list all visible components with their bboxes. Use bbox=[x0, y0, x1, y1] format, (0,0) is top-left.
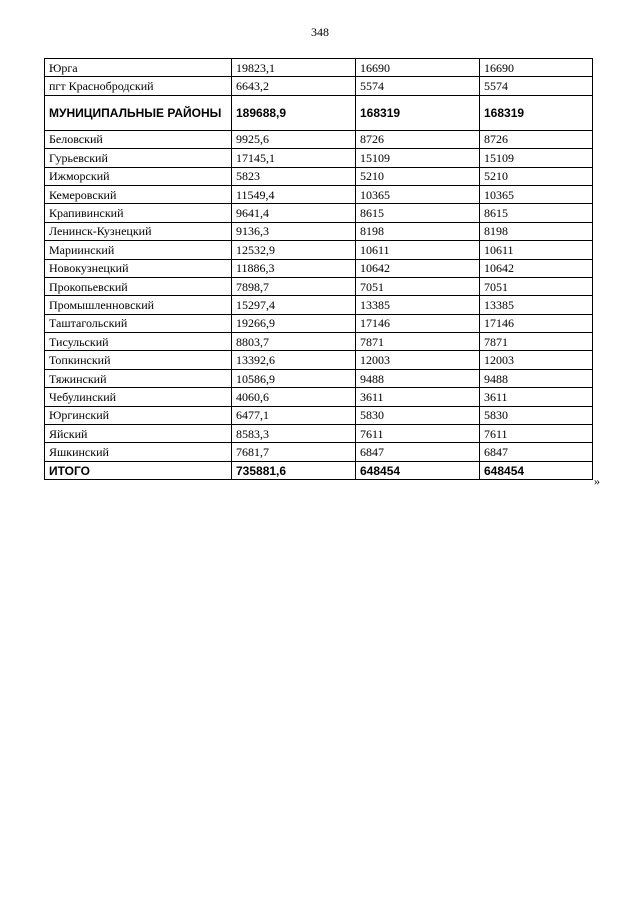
value-cell-2: 13385 bbox=[356, 296, 480, 314]
value-cell-1: 8583,3 bbox=[232, 425, 356, 443]
closing-quote: » bbox=[594, 474, 600, 488]
value-cell-1: 8803,7 bbox=[232, 333, 356, 351]
value-cell-3: 17146 bbox=[480, 314, 593, 332]
value-cell-1: 4060,6 bbox=[232, 388, 356, 406]
table-row bbox=[45, 314, 593, 332]
table-row bbox=[45, 241, 593, 259]
value-cell-3: 16690 bbox=[480, 59, 593, 77]
row-name-cell: Кемеровский bbox=[45, 185, 232, 203]
row-name-cell: Яшкинский bbox=[45, 443, 232, 461]
value-cell-2: 8198 bbox=[356, 222, 480, 240]
value-cell-3: 15109 bbox=[480, 149, 593, 167]
row-name-cell: Новокузнецкий bbox=[45, 259, 232, 277]
value-cell-1: 10586,9 bbox=[232, 369, 356, 387]
value-cell-1: 19266,9 bbox=[232, 314, 356, 332]
value-cell-2: 8615 bbox=[356, 204, 480, 222]
value-cell-1: 15297,4 bbox=[232, 296, 356, 314]
row-name-cell: Юрга bbox=[45, 59, 232, 77]
value-cell-3: 8726 bbox=[480, 130, 593, 148]
page-number: 348 bbox=[311, 25, 329, 39]
value-cell-2: 10642 bbox=[356, 259, 480, 277]
value-cell-2: 6847 bbox=[356, 443, 480, 461]
table-row bbox=[45, 388, 593, 406]
row-name-cell: Прокопьевский bbox=[45, 277, 232, 295]
table-row bbox=[45, 351, 593, 369]
value-cell-1: 11549,4 bbox=[232, 185, 356, 203]
row-name-cell: Тяжинский bbox=[45, 369, 232, 387]
value-cell-2: 7871 bbox=[356, 333, 480, 351]
row-name-cell: Промышленновский bbox=[45, 296, 232, 314]
value-cell-2: 17146 bbox=[356, 314, 480, 332]
row-name-cell: Гурьевский bbox=[45, 149, 232, 167]
value-cell-1: 9925,6 bbox=[232, 130, 356, 148]
value-cell-3: 168319 bbox=[480, 95, 593, 130]
value-cell-2: 5830 bbox=[356, 406, 480, 424]
value-cell-1: 6477,1 bbox=[232, 406, 356, 424]
value-cell-3: 3611 bbox=[480, 388, 593, 406]
value-cell-2: 16690 bbox=[356, 59, 480, 77]
table-row bbox=[45, 167, 593, 185]
row-name-cell: Таштагольский bbox=[45, 314, 232, 332]
table-row bbox=[45, 333, 593, 351]
value-cell-1: 13392,6 bbox=[232, 351, 356, 369]
value-cell-3: 5830 bbox=[480, 406, 593, 424]
value-cell-2: 168319 bbox=[356, 95, 480, 130]
value-cell-1: 7681,7 bbox=[232, 443, 356, 461]
value-cell-2: 7611 bbox=[356, 425, 480, 443]
table-row bbox=[45, 443, 593, 461]
value-cell-1: 5823 bbox=[232, 167, 356, 185]
value-cell-1: 12532,9 bbox=[232, 241, 356, 259]
value-cell-2: 5574 bbox=[356, 77, 480, 95]
value-cell-2: 3611 bbox=[356, 388, 480, 406]
value-cell-3: 12003 bbox=[480, 351, 593, 369]
value-cell-1: 9641,4 bbox=[232, 204, 356, 222]
value-cell-3: 5210 bbox=[480, 167, 593, 185]
value-cell-2: 7051 bbox=[356, 277, 480, 295]
value-cell-1: 7898,7 bbox=[232, 277, 356, 295]
value-cell-1: 11886,3 bbox=[232, 259, 356, 277]
value-cell-3: 648454 bbox=[480, 461, 593, 479]
value-cell-1: 6643,2 bbox=[232, 77, 356, 95]
table-body bbox=[45, 59, 593, 480]
value-cell-1: 9136,3 bbox=[232, 222, 356, 240]
table-row bbox=[45, 204, 593, 222]
value-cell-3: 7871 bbox=[480, 333, 593, 351]
value-cell-3: 5574 bbox=[480, 77, 593, 95]
row-name-cell: Ижморский bbox=[45, 167, 232, 185]
table-row bbox=[45, 185, 593, 203]
value-cell-2: 12003 bbox=[356, 351, 480, 369]
value-cell-3: 13385 bbox=[480, 296, 593, 314]
value-cell-3: 9488 bbox=[480, 369, 593, 387]
row-name-cell: Чебулинский bbox=[45, 388, 232, 406]
value-cell-3: 8198 bbox=[480, 222, 593, 240]
row-name-cell: Топкинский bbox=[45, 351, 232, 369]
budget-table bbox=[44, 58, 593, 480]
value-cell-2: 9488 bbox=[356, 369, 480, 387]
table-row bbox=[45, 59, 593, 77]
value-cell-2: 10365 bbox=[356, 185, 480, 203]
value-cell-1: 17145,1 bbox=[232, 149, 356, 167]
row-name-cell: ИТОГО bbox=[45, 461, 232, 479]
table-row bbox=[45, 369, 593, 387]
row-name-cell: Крапивинский bbox=[45, 204, 232, 222]
value-cell-3: 7611 bbox=[480, 425, 593, 443]
row-name-cell: Ленинск-Кузнецкий bbox=[45, 222, 232, 240]
row-name-cell: Беловский bbox=[45, 130, 232, 148]
table-row bbox=[45, 259, 593, 277]
value-cell-3: 8615 bbox=[480, 204, 593, 222]
table-row bbox=[45, 95, 593, 130]
row-name-cell: Юргинский bbox=[45, 406, 232, 424]
row-name-cell: Мариинский bbox=[45, 241, 232, 259]
table-row bbox=[45, 149, 593, 167]
table-row bbox=[45, 77, 593, 95]
value-cell-3: 7051 bbox=[480, 277, 593, 295]
value-cell-1: 19823,1 bbox=[232, 59, 356, 77]
value-cell-3: 6847 bbox=[480, 443, 593, 461]
value-cell-2: 15109 bbox=[356, 149, 480, 167]
row-name-cell: пгт Краснобродский bbox=[45, 77, 232, 95]
value-cell-3: 10642 bbox=[480, 259, 593, 277]
row-name-cell: Тисульский bbox=[45, 333, 232, 351]
table-row bbox=[45, 296, 593, 314]
table-row bbox=[45, 461, 593, 479]
value-cell-2: 10611 bbox=[356, 241, 480, 259]
value-cell-2: 8726 bbox=[356, 130, 480, 148]
table-row bbox=[45, 406, 593, 424]
table-row bbox=[45, 222, 593, 240]
row-name-cell: Яйский bbox=[45, 425, 232, 443]
value-cell-3: 10365 bbox=[480, 185, 593, 203]
table-row bbox=[45, 130, 593, 148]
table-row bbox=[45, 277, 593, 295]
value-cell-1: 735881,6 bbox=[232, 461, 356, 479]
value-cell-3: 10611 bbox=[480, 241, 593, 259]
table-row bbox=[45, 425, 593, 443]
row-name-cell: МУНИЦИПАЛЬНЫЕ РАЙОНЫ bbox=[45, 95, 232, 130]
value-cell-2: 5210 bbox=[356, 167, 480, 185]
value-cell-1: 189688,9 bbox=[232, 95, 356, 130]
value-cell-2: 648454 bbox=[356, 461, 480, 479]
